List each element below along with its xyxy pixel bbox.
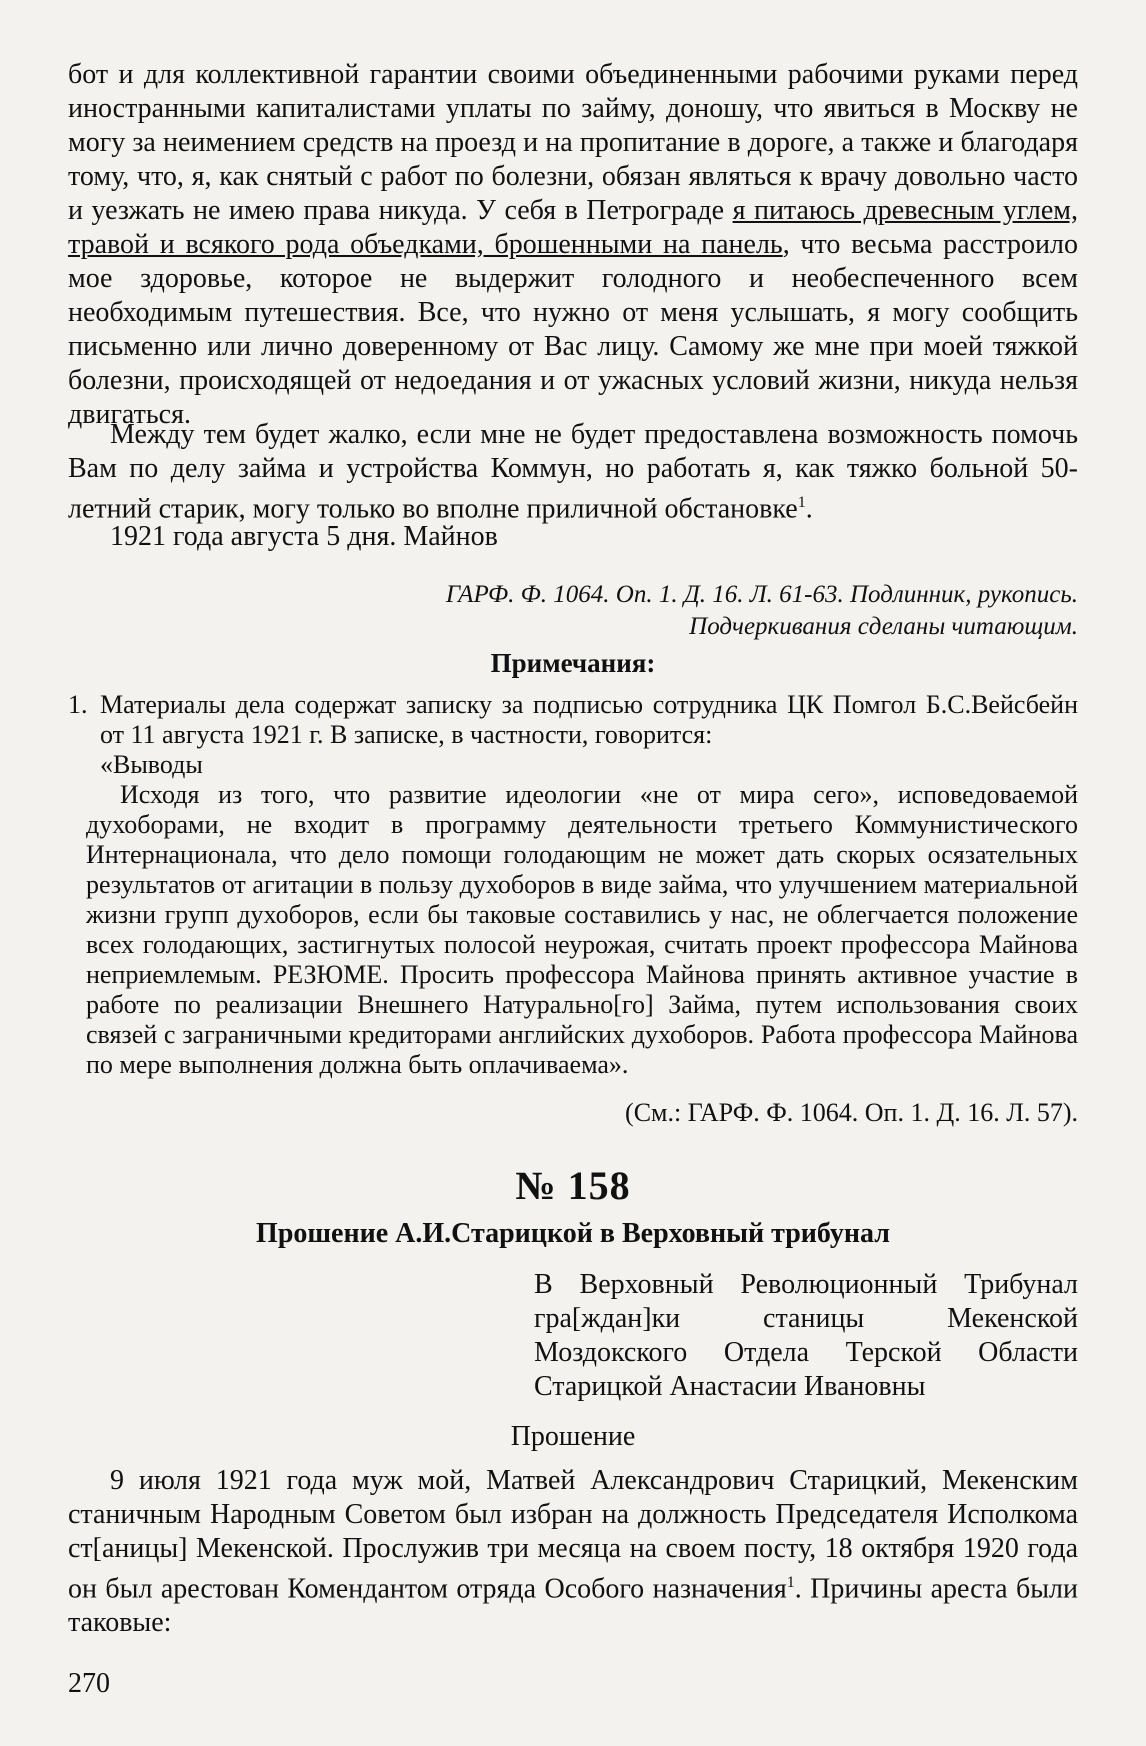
notes-heading: Примечания:: [490, 648, 656, 678]
letter-date-signature: 1921 года августа 5 дня. Майнов: [110, 521, 498, 552]
addressee-block: В Верховный Революционный Трибунал гра[ждан]ки станицы Мекенской Моздокского Отдела Терской Области Старицкой Анастасии Ивановны: [534, 1269, 1078, 1402]
note-text: Материалы дела содержат записку за подписью сотрудника ЦК Помгол Б.С.Вейсбейн от 11 августа 1921 г. В записке, в частности, говорится:: [100, 690, 1078, 749]
letter-text-1: бот и для коллективной гарантии своими объединенными рабочими руками перед иностранными капиталистами уплаты по займу, доношу, что явиться в Москву не могу за неимением средств на проезд и на пропитание в дороге, а также и благодаря тому, что, я, как снятый с работ по болезни, обязан являться к врачу довольно часто и уезжать не имею права никуда. У себя в Петрограде я питаюсь древесным углем, травой и всякого рода объедками, брошенными на панель, что весьма расстроило мое здоровье, которое не выдержит голодного и необеспеченного всем необходимым путешествия. Все, что нужно от меня услышать, я могу сообщить письменно или лично доверенному от Вас лицу. Самому же мне при моей тяжкой болезни, происходящей от недоедания и от ужасных условий жизни, никуда нельзя двигаться.: [68, 59, 1079, 430]
letter-paragraph-2: [68, 418, 1078, 526]
note-1-quote: Исходя из того, что развитие идеологии «не от мира сего», исповедоваемой духоборами, не входит в программу деятельности третьего Коммунистического Интернационала, что дело помощи голодающим не может дать скорых осязательных результатов от агитации в пользу духоборов в виде займа, что улучшением материальной жизни групп духоборов, если бы таковые составились у нас, не облегчается положение всех голодающих, застигнутых полосой неурожая, считать проект профессора Майнова неприемлемым. РЕЗЮМЕ. Просить профессора Майнова принять активное участие в работе по реализации Внешнего Натурально[го] Займа, путем использования своих связей с заграничными кредиторами английских духоборов. Работа профессора Майнова по мере выполнения должна быть оплачиваема».: [86, 780, 1078, 1079]
letter-paragraph-1: [68, 58, 1078, 432]
underline-remark: Подчеркивания сделаны читающим.: [689, 613, 1078, 640]
footnote-ref: 1: [797, 494, 806, 511]
footnote-ref: 1: [786, 1574, 795, 1591]
note-1: [68, 690, 1078, 780]
doc-title: Прошение А.И.Старицкой в Верховный трибунал: [256, 1218, 890, 1249]
archival-source: ГАРФ. Ф. 1064. Оп. 1. Д. 16. Л. 61-63. Подлинник, рукопись. Подчеркивания сделаны читающим.: [68, 580, 1078, 642]
petition-heading: Прошение: [510, 1421, 636, 1452]
petition-text: 9 июля 1921 года муж мой, Матвей Александрович Старицкий, Мекенским станичным Народным Советом был избран на должность Председателя Исполкома ст[аницы] Мекенской. Прослужив три месяца на своем посту, 18 октября 1920 года он был арестован Комендантом отряда Особого назначения$^1$. Причины ареста были таковые:: [68, 1465, 1079, 1639]
note-1-reference: (См.: ГАРФ. Ф. 1064. Оп. 1. Д. 16. Л. 57).: [625, 1098, 1078, 1127]
page-number: 270: [68, 1668, 110, 1699]
letter-text-2: Между тем будет жалко, если мне не будет предоставлена возможность помочь Вам по делу займа и устройства Коммун, но работать я, как тяжко больной 50-летний старик, могу только во вполне приличной обстановке$^1$.: [68, 419, 1078, 525]
doc-number: № 158: [515, 1163, 631, 1208]
petition-body: [68, 1464, 1078, 1640]
quote-heading: «Выводы: [100, 750, 203, 779]
note-number: 1.: [68, 690, 88, 719]
underlined-phrase: я питаюсь древесным углем, травой и всякого рода объедками, брошенными на панель: [68, 195, 1079, 260]
